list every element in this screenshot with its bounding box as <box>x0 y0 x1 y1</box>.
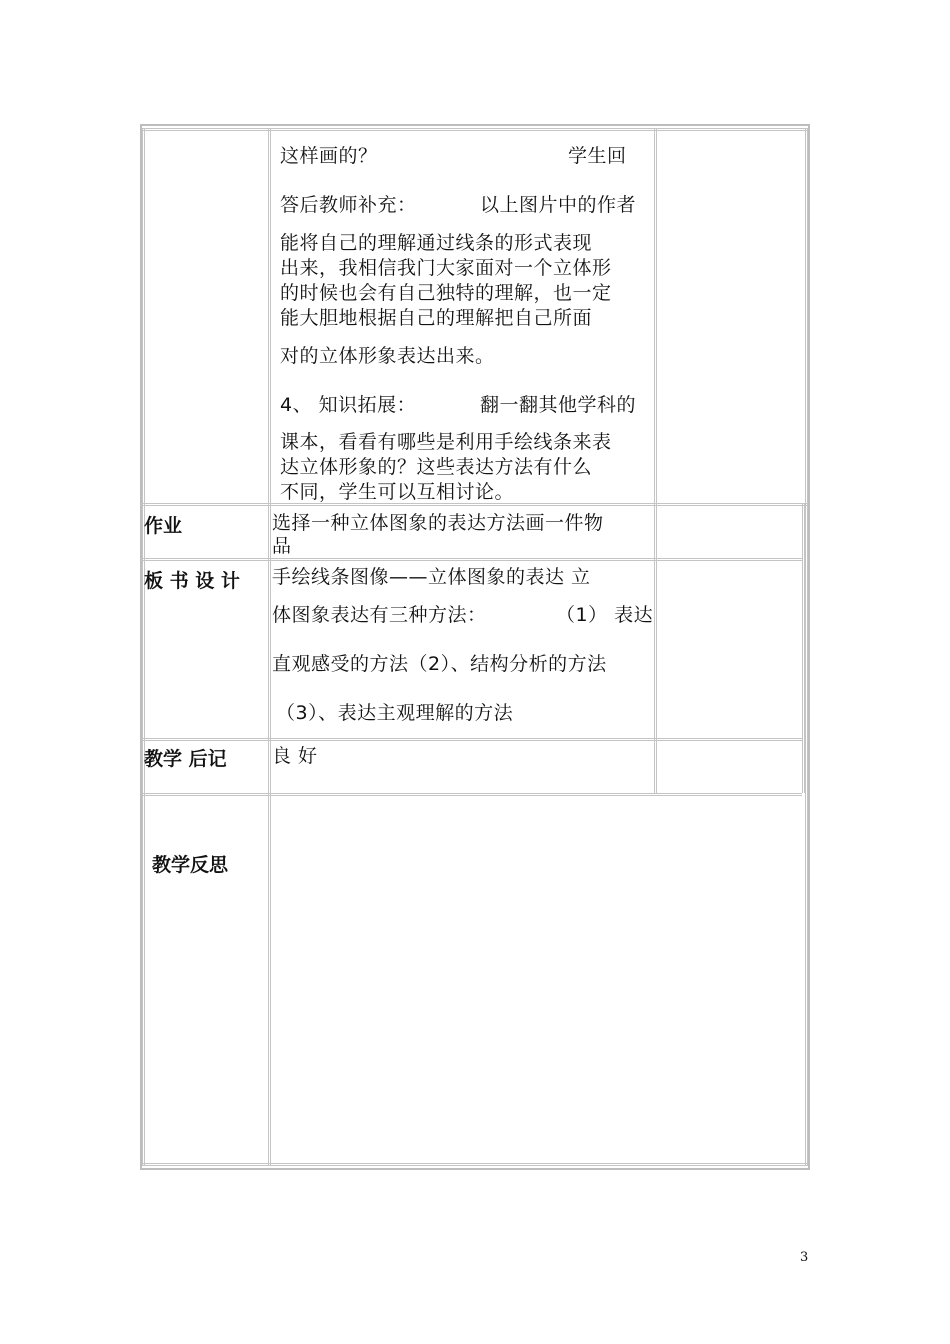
table-rule <box>142 793 802 796</box>
board-text-line: （1） 表达 <box>556 604 654 626</box>
homework-text-line: 品 <box>272 535 292 557</box>
table-rule <box>142 503 808 506</box>
body-text-line: 4、 知识拓展： <box>280 394 417 416</box>
table-rule <box>268 128 271 1166</box>
homework-text-line: 选择一种立体图象的表达方法画一件物 <box>272 512 604 534</box>
body-text-line: 以上图片中的作者 <box>480 194 637 216</box>
table-rule <box>142 1163 808 1166</box>
page-number: 3 <box>800 1250 809 1265</box>
table-rule <box>142 128 145 1166</box>
board-text-line: 体图象表达有三种方法： <box>272 604 487 626</box>
body-text-line: 能将自己的理解通过线条的形式表现 <box>280 232 593 254</box>
reflection-label: 教学反思 <box>152 854 229 876</box>
postscript-text: 良 好 <box>272 745 318 767</box>
table-rule <box>654 128 657 793</box>
body-text-line: 答后教师补充： <box>280 194 417 216</box>
board-text-line: （3）、表达主观理解的方法 <box>276 702 514 724</box>
board-text-line: 手绘线条图像——立体图象的表达 立 <box>272 566 591 588</box>
body-text-line: 学生回 <box>568 145 627 167</box>
body-text-line: 出来，我相信我门大家面对一个立体形 <box>280 257 612 279</box>
body-text-line: 翻一翻其他学科的 <box>480 394 637 416</box>
body-text-line: 不同，学生可以互相讨论。 <box>280 481 515 503</box>
homework-label: 作业 <box>144 515 183 537</box>
body-text-line: 的时候也会有自己独特的理解，也一定 <box>280 282 612 304</box>
body-text-line: 这样画的？ <box>280 145 378 167</box>
table-rule <box>142 738 802 741</box>
body-text-line: 达立体形象的？这些表达方法有什么 <box>280 456 593 478</box>
body-text-line: 能大胆地根据自己的理解把自己所面 <box>280 307 593 329</box>
table-rule <box>142 128 808 131</box>
lesson-plan-table <box>140 124 810 1170</box>
board-text-line: 直观感受的方法（2）、结构分析的方法 <box>272 653 607 675</box>
table-rule <box>805 128 808 1166</box>
table-rule <box>142 558 802 561</box>
body-text-line: 对的立体形象表达出来。 <box>280 345 495 367</box>
postscript-label: 教学 后记 <box>144 748 227 770</box>
body-text-line: 课本，看看有哪些是利用手绘线条来表 <box>280 431 612 453</box>
board-design-label: 板 书 设 计 <box>144 570 240 592</box>
